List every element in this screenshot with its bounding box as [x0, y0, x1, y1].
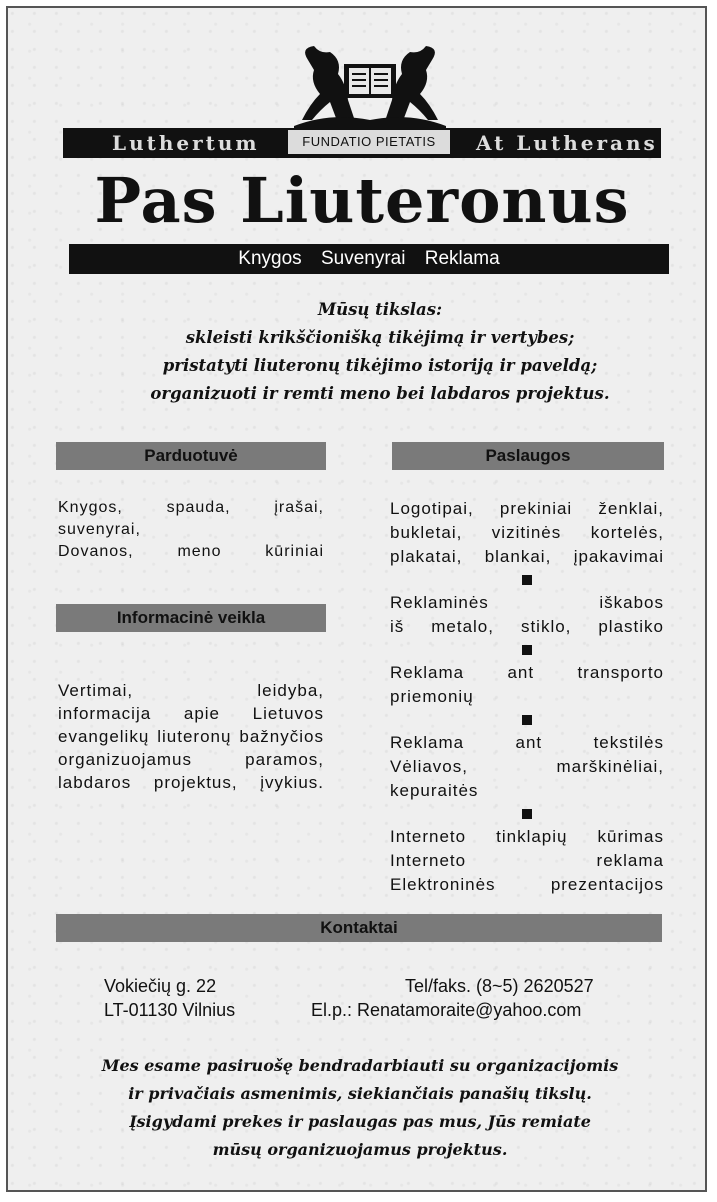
- shop-heading: Parduotuvė: [56, 442, 326, 470]
- closing-block: [40, 1052, 680, 1164]
- services-line: iš metalo, stiklo, plastiko: [390, 617, 664, 636]
- services-line: bukletai, vizitinės kortelės,: [390, 523, 664, 542]
- info-text: [58, 679, 324, 794]
- closing-line: ir privačiais asmenimis, siekiančiais panašių tikslų.: [128, 1084, 592, 1103]
- square-bullet-icon: [522, 715, 532, 725]
- goals-line: Mūsų tikslas:: [317, 300, 443, 319]
- services-line: Elektroninės prezentacijos: [390, 875, 664, 894]
- info-line: labdaros projektus, įvykius.: [58, 773, 324, 792]
- goals-line: skleisti krikščionišką tikėjimą ir vertybes;: [185, 328, 575, 347]
- griffins-book-emblem-icon: [290, 40, 450, 132]
- services-text: [390, 497, 664, 897]
- square-bullet-icon: [522, 645, 532, 655]
- services-line: Interneto tinklapių kūrimas: [390, 827, 664, 846]
- services-line: Interneto reklama: [390, 851, 664, 870]
- services-line: Logotipai, prekiniai ženklai,: [390, 499, 664, 518]
- closing-line: mūsų organizuojamus projektus.: [212, 1140, 508, 1159]
- fundatio-label: FUNDATIO PIETATIS: [288, 130, 450, 154]
- goals-line: pristatyti liuteronų tikėjimo istoriją ir paveldą;: [162, 356, 598, 375]
- info-heading: Informacinė veikla: [56, 604, 326, 632]
- subtitle-band: Knygos Suvenyrai Reklama: [69, 244, 669, 274]
- contacts-address-1: Vokiečių g. 22: [104, 976, 217, 996]
- services-line: plakatai, blankai, įpakavimai: [390, 547, 664, 566]
- services-heading: Paslaugos: [392, 442, 664, 470]
- services-line: Reklaminės iškabos: [390, 593, 664, 612]
- info-line: evangelikų liuteronų bažnyčios: [58, 727, 324, 746]
- services-line: Reklama ant tekstilės: [390, 733, 664, 752]
- square-bullet-icon: [522, 809, 532, 819]
- info-line: Vertimai, leidyba,: [58, 681, 324, 700]
- closing-line: Įsigydami prekes ir paslaugas pas mus, Jūs remiate: [129, 1112, 591, 1131]
- page-title: Pas Liuteronus: [94, 164, 630, 237]
- services-line: Vėliavos, marškinėliai, kepuraitės: [390, 757, 664, 800]
- contacts-email: El.p.: Renatamoraite@yahoo.com: [311, 1000, 582, 1020]
- closing-line: Mes esame pasiruošę bendradarbiauti su organizacijomis: [101, 1056, 619, 1075]
- info-line: informacija apie Lietuvos: [58, 704, 324, 723]
- shop-text: [58, 497, 324, 563]
- services-line: Reklama ant transporto priemonių: [390, 663, 664, 706]
- shop-line: Dovanos, meno kūriniai: [58, 543, 324, 560]
- square-bullet-icon: [522, 575, 532, 585]
- latin-left-label: Luthertum: [112, 131, 260, 155]
- info-line: organizuojamus paramos,: [58, 750, 324, 769]
- contacts-phone: Tel/faks. (8~5) 2620527: [405, 976, 594, 996]
- contacts-address-2: LT-01130 Vilnius: [104, 1000, 236, 1020]
- goals-line: organizuoti ir remti meno bei labdaros projektus.: [150, 384, 610, 403]
- goals-block: [70, 296, 690, 408]
- shop-line: Knygos, spauda, įrašai, suvenyrai,: [58, 499, 324, 538]
- latin-right-label: At Lutherans: [476, 131, 658, 155]
- contacts-heading: Kontaktai: [56, 914, 662, 942]
